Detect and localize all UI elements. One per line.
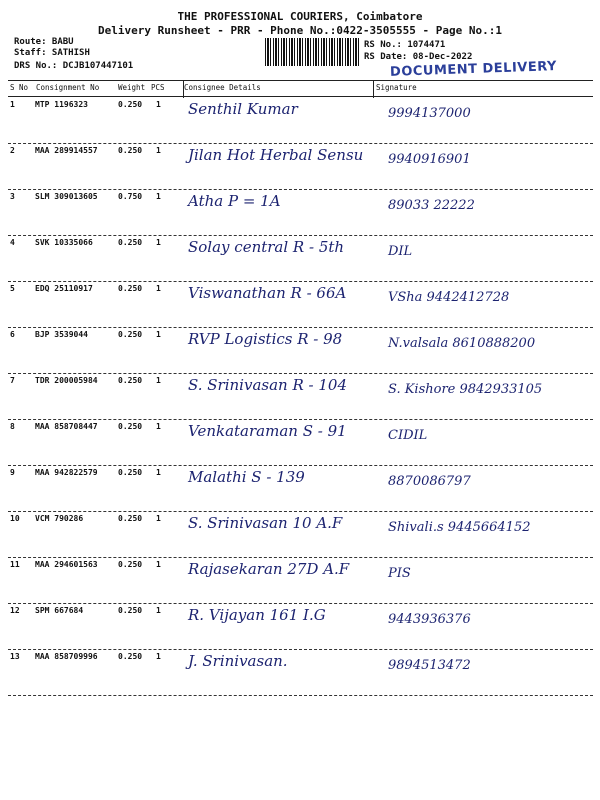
row-signature-handwritten: VSha 9442412728 bbox=[388, 290, 510, 305]
row-signature-handwritten: 9940916901 bbox=[388, 152, 471, 167]
row-weight: 0.250 bbox=[118, 422, 143, 431]
row-consignee-handwritten: RVP Logistics R - 98 bbox=[188, 330, 343, 348]
row-sno: 6 bbox=[10, 330, 15, 339]
table-row bbox=[8, 236, 593, 282]
row-sno: 1 bbox=[10, 100, 15, 109]
table-row bbox=[8, 650, 593, 696]
row-sno: 4 bbox=[10, 238, 15, 247]
table-row bbox=[8, 466, 593, 512]
row-sno: 13 bbox=[10, 652, 20, 661]
row-consignment: MTP 1196323 bbox=[35, 100, 88, 109]
row-consignment: MAA 942822579 bbox=[35, 468, 98, 477]
row-consignee-handwritten: Malathi S - 139 bbox=[188, 468, 305, 486]
staff-label: Staff: SATHISH bbox=[14, 48, 90, 58]
table-row bbox=[8, 144, 593, 190]
row-weight: 0.250 bbox=[118, 238, 143, 247]
row-consignee-handwritten: S. Srinivasan R - 104 bbox=[188, 376, 347, 394]
col-consignee: Consignee Details bbox=[184, 83, 261, 92]
table-row bbox=[8, 282, 593, 328]
row-signature-handwritten: 9994137000 bbox=[388, 106, 471, 121]
row-pcs: 1 bbox=[156, 284, 161, 293]
table-row bbox=[8, 558, 593, 604]
row-consignee-handwritten: J. Srinivasan. bbox=[188, 652, 288, 670]
row-pcs: 1 bbox=[156, 606, 161, 615]
row-signature-handwritten: 9443936376 bbox=[388, 612, 471, 627]
table-row bbox=[8, 374, 593, 420]
row-consignee-handwritten: Jilan Hot Herbal Sensu bbox=[188, 146, 364, 164]
row-pcs: 1 bbox=[156, 514, 161, 523]
company-title: THE PROFESSIONAL COURIERS, Coimbatore bbox=[177, 10, 423, 23]
table-row bbox=[8, 328, 593, 374]
header-bottom-border bbox=[8, 96, 593, 97]
row-pcs: 1 bbox=[156, 422, 161, 431]
row-sno: 9 bbox=[10, 468, 15, 477]
row-weight: 0.250 bbox=[118, 146, 143, 155]
table-row bbox=[8, 98, 593, 144]
row-consignee-handwritten: Rajasekaran 27D A.F bbox=[188, 560, 350, 578]
row-signature-handwritten: PIS bbox=[388, 566, 411, 581]
row-weight: 0.250 bbox=[118, 560, 143, 569]
row-weight: 0.250 bbox=[118, 468, 143, 477]
col-weight: Weight bbox=[118, 83, 146, 92]
row-signature-handwritten: S. Kishore 9842933105 bbox=[388, 382, 543, 397]
route-label: Route: BABU bbox=[14, 37, 74, 47]
rs-number: RS No.: 1074471 bbox=[364, 40, 446, 50]
row-signature-handwritten: 9894513472 bbox=[388, 658, 471, 673]
row-weight: 0.250 bbox=[118, 330, 143, 339]
row-signature-handwritten: Shivali.s 9445664152 bbox=[388, 520, 531, 535]
table-row bbox=[8, 512, 593, 558]
row-sno: 3 bbox=[10, 192, 15, 201]
row-signature-handwritten: N.valsala 8610888200 bbox=[388, 336, 536, 351]
row-sno: 5 bbox=[10, 284, 15, 293]
row-consignment: MAA 858709996 bbox=[35, 652, 98, 661]
table-row bbox=[8, 190, 593, 236]
row-consignment: MAA 858708447 bbox=[35, 422, 98, 431]
row-pcs: 1 bbox=[156, 652, 161, 661]
row-divider bbox=[8, 695, 593, 696]
col-sno: S No bbox=[10, 83, 29, 92]
row-consignment: MAA 294601563 bbox=[35, 560, 98, 569]
row-consignment: EDQ 25110917 bbox=[35, 284, 93, 293]
row-consignee-handwritten: Viswanathan R - 66A bbox=[188, 284, 347, 302]
row-signature-handwritten: 89033 22222 bbox=[388, 198, 475, 213]
table-row bbox=[8, 420, 593, 466]
row-weight: 0.250 bbox=[118, 514, 143, 523]
row-weight: 0.250 bbox=[118, 376, 143, 385]
col-signature: Signature bbox=[376, 83, 417, 92]
runsheet-title: Delivery Runsheet - PRR - Phone No.:0422-3505555 - Page No.:1 bbox=[98, 24, 502, 37]
row-weight: 0.250 bbox=[118, 606, 143, 615]
row-pcs: 1 bbox=[156, 238, 161, 247]
row-signature-handwritten: CIDIL bbox=[388, 428, 428, 443]
row-consignee-handwritten: Atha P = 1A bbox=[188, 192, 281, 210]
row-consignee-handwritten: S. Srinivasan 10 A.F bbox=[188, 514, 343, 532]
document-delivery-stamp: DOCUMENT DELIVERY bbox=[389, 59, 558, 80]
row-weight: 0.250 bbox=[118, 100, 143, 109]
col-pcs: PCS bbox=[151, 83, 165, 92]
row-sno: 10 bbox=[10, 514, 20, 523]
row-sno: 12 bbox=[10, 606, 20, 615]
row-consignment: SVK 10335066 bbox=[35, 238, 93, 247]
row-consignment: MAA 289914557 bbox=[35, 146, 98, 155]
row-consignment: TDR 200005984 bbox=[35, 376, 98, 385]
barcode-graphic bbox=[265, 38, 360, 66]
row-sno: 7 bbox=[10, 376, 15, 385]
row-pcs: 1 bbox=[156, 330, 161, 339]
row-pcs: 1 bbox=[156, 468, 161, 477]
row-sno: 8 bbox=[10, 422, 15, 431]
rs-date: RS Date: 08-Dec-2022 bbox=[364, 52, 473, 62]
row-consignment: VCM 790286 bbox=[35, 514, 84, 523]
row-consignee-handwritten: Venkataraman S - 91 bbox=[188, 422, 347, 440]
row-signature-handwritten: 8870086797 bbox=[388, 474, 471, 489]
row-weight: 0.250 bbox=[118, 652, 143, 661]
row-weight: 0.250 bbox=[118, 284, 143, 293]
drs-label: DRS No.: DCJB107447101 bbox=[14, 61, 134, 71]
row-signature-handwritten: DIL bbox=[388, 244, 413, 259]
row-pcs: 1 bbox=[156, 100, 161, 109]
row-pcs: 1 bbox=[156, 146, 161, 155]
row-sno: 2 bbox=[10, 146, 15, 155]
row-consignment: SLM 309013605 bbox=[35, 192, 98, 201]
row-pcs: 1 bbox=[156, 560, 161, 569]
table-row bbox=[8, 604, 593, 650]
column-header-row bbox=[8, 80, 593, 96]
row-sno: 11 bbox=[10, 560, 20, 569]
row-weight: 0.750 bbox=[118, 192, 143, 201]
row-consignment: BJP 3539044 bbox=[35, 330, 88, 339]
col-consignment: Consignment No bbox=[36, 83, 100, 92]
row-pcs: 1 bbox=[156, 192, 161, 201]
row-consignment: SPM 667684 bbox=[35, 606, 84, 615]
row-consignee-handwritten: Senthil Kumar bbox=[188, 100, 298, 118]
row-consignee-handwritten: Solay central R - 5th bbox=[188, 238, 345, 256]
row-pcs: 1 bbox=[156, 376, 161, 385]
row-consignee-handwritten: R. Vijayan 161 I.G bbox=[188, 606, 326, 624]
